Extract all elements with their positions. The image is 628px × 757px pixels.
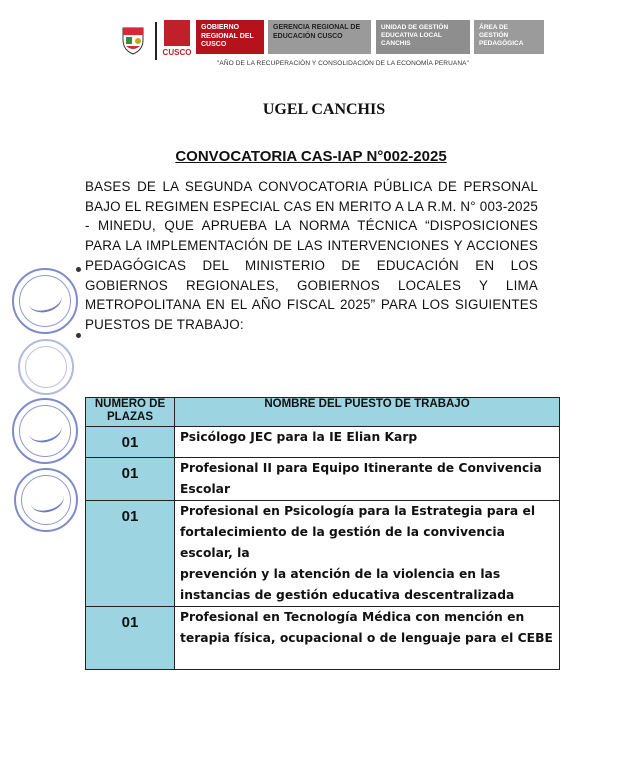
cusco-logo-text: CUSCO: [162, 48, 192, 57]
table-header-row: [86, 398, 560, 427]
cell-plazas: 01: [86, 501, 175, 607]
seal-stamp: [14, 468, 78, 532]
seal-stamp: [12, 268, 78, 334]
bullet-mark: [76, 333, 81, 338]
cell-plazas: 01: [86, 607, 175, 670]
seal-stamp: [12, 398, 78, 464]
header-box-ugel: UNIDAD DE GESTIÓN EDUCATIVA LOCAL CANCHIS: [376, 20, 470, 54]
header-box-gerencia: GERENCIA REGIONAL DE EDUCACIÓN CUSCO: [268, 20, 371, 54]
year-motto: "AÑO DE LA RECUPERACIÓN Y CONSOLIDACIÓN DE LA ECONOMÍA PERUANA": [217, 60, 469, 67]
cell-puesto-line-1: Profesional en Psicología para la Estrategia para el fortalecimiento de la gestión de la convivencia escolar, la: [180, 504, 536, 560]
header-box-area: ÁREA DE GESTIÓN PEDAGÓGICA: [474, 20, 544, 54]
letterhead: [0, 14, 628, 67]
table-row: [86, 427, 560, 458]
cell-puesto: Psicólogo JEC para la IE Elian Karp: [175, 427, 560, 458]
bullet-mark: [76, 267, 81, 272]
cusco-logo-mark-icon: [164, 20, 190, 46]
table-row: [86, 458, 560, 501]
bases-paragraph: BASES DE LA SEGUNDA CONVOCATORIA PÚBLICA DE PERSONAL BAJO EL REGIMEN ESPECIAL CAS EN MERITO A LA R.M. N° 003-2025 - MINEDU, QUE APRUEBA LA NORMA TÉCNICA “DISPOSICIONES PARA LA IMPLEMENTACIÓN DE LAS INTERVENCIONES Y ACCIONES PEDAGÓGICAS DEL MINISTERIO DE EDUCACIÓN EN LOS GOBIERNOS REGIONALES, GOBIERNOS LOCALES Y LIMA METROPOLITANA EN EL AÑO FISCAL 2025” PARA LOS SIGUIENTES PUESTOS DE TRABAJO:: [85, 179, 538, 332]
header-puesto: NOMBRE DEL PUESTO DE TRABAJO: [175, 398, 560, 427]
table-row: [86, 501, 560, 607]
header-box-gobierno-regional: GOBIERNO REGIONAL DEL CUSCO: [196, 20, 264, 54]
cell-puesto: [175, 501, 560, 607]
header-divider: [155, 22, 157, 60]
cell-puesto-line-2: prevención y la atención de la violencia en las instancias de gestión educativa descentralizada: [180, 567, 515, 602]
call-title: CONVOCATORIA CAS-IAP N°002-2025: [175, 148, 447, 165]
cell-puesto: Profesional en Tecnología Médica con mención en terapia física, ocupacional o de lenguaje para el CEBE: [175, 607, 560, 670]
header-plazas: NUMERO DE PLAZAS: [86, 398, 175, 427]
positions-table: [85, 397, 560, 670]
cell-puesto: Profesional II para Equipo Itinerante de Convivencia Escolar: [175, 458, 560, 501]
cusco-logo: [160, 20, 194, 60]
cell-plazas: 01: [86, 458, 175, 501]
entity-heading: UGEL CANCHIS: [262, 101, 386, 118]
table-row: [86, 607, 560, 670]
seal-stamp: [18, 339, 74, 395]
cell-plazas: 01: [86, 427, 175, 458]
peru-coat-of-arms-icon: [118, 24, 148, 56]
